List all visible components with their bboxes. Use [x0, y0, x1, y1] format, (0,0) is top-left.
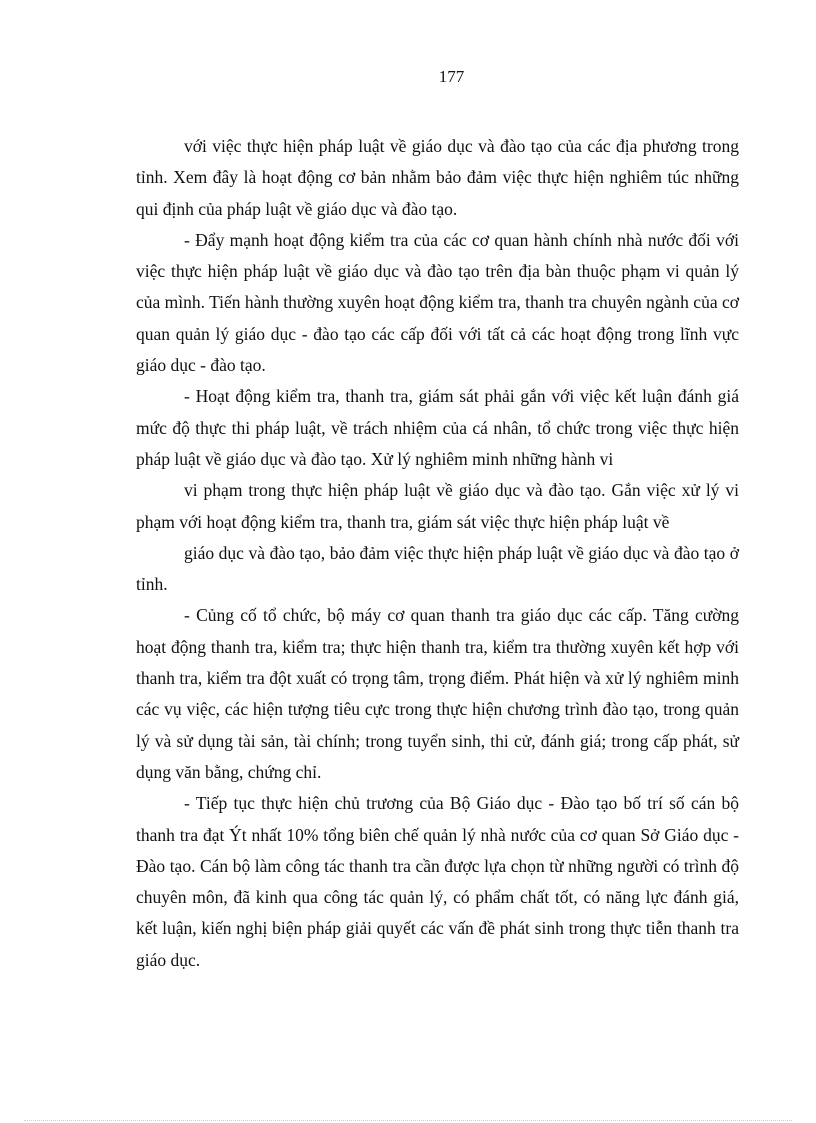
paragraph: - Đẩy mạnh hoạt động kiểm tra của các cơ quan hành chính nhà nước đối với việc thực hiện pháp luật về giáo dục và đào tạo trên địa bàn thuộc phạm vi quản lý của mình. Tiến hành thường xuyên hoạt động kiểm tra, thanh tra chuyên ngành của cơ quan quản lý giáo dục - đào tạo các cấp đối với tất cả các hoạt động trong lĩnh vực giáo dục - đào tạo. — [136, 229, 739, 376]
paragraph: - Củng cố tổ chức, bộ máy cơ quan thanh tra giáo dục các cấp. Tăng cường hoạt động thanh tra, kiểm tra; thực hiện thanh tra, kiểm tra thường xuyên kết hợp với thanh tra, kiểm tra đột xuất có trọng tâm, trọng điểm. Phát hiện và xử lý nghiêm minh các vụ việc, các hiện tượng tiêu cực trong thực hiện chương trình đào tạo, trong quản lý và sử dụng tài sản, tài chính; trong tuyển sinh, thi cử, đánh giá; trong cấp phát, sử dụng văn bằng, chứng chỉ. — [136, 605, 739, 782]
body-text — [136, 131, 739, 976]
paragraph: - Tiếp tục thực hiện chủ trương của Bộ Giáo dục - Đào tạo bố trí số cán bộ thanh tra đạt Ýt nhất 10% tổng biên chế quản lý nhà nước của cơ quan Sở Giáo dục - Đào tạo. Cán bộ làm công tác thanh tra cần được lựa chọn từ những người có trình độ chuyên môn, đã kinh qua công tác quản lý, có phẩm chất tốt, có năng lực đánh giá, kết luận, kiến nghị biện pháp giải quyết các vấn đề phát sinh trong thực tiễn thanh tra giáo dục. — [136, 793, 739, 970]
paragraph: vi phạm trong thực hiện pháp luật về giáo dục và đào tạo. Gắn việc xử lý vi phạm với hoạt động kiểm tra, thanh tra, giám sát việc thực hiện pháp luật về — [136, 480, 739, 532]
page-number: 177 — [438, 67, 465, 86]
page-bottom-rule — [24, 1120, 792, 1121]
paragraph: giáo dục và đào tạo, bảo đảm việc thực hiện pháp luật về giáo dục và đào tạo ở tỉnh. — [136, 542, 739, 595]
paragraph: với việc thực hiện pháp luật về giáo dục và đào tạo của các địa phương trong tỉnh. Xem đây là hoạt động cơ bản nhằm bảo đảm việc thực hiện nghiêm túc những qui định của pháp luật về giáo dục và đào tạo. — [136, 136, 739, 219]
paragraph: - Hoạt động kiểm tra, thanh tra, giám sát phải gắn với việc kết luận đánh giá mức độ thực thi pháp luật, về trách nhiệm của cá nhân, tổ chức trong việc thực hiện pháp luật về giáo dục và đào tạo. Xử lý nghiêm minh những hành vi — [136, 386, 739, 469]
